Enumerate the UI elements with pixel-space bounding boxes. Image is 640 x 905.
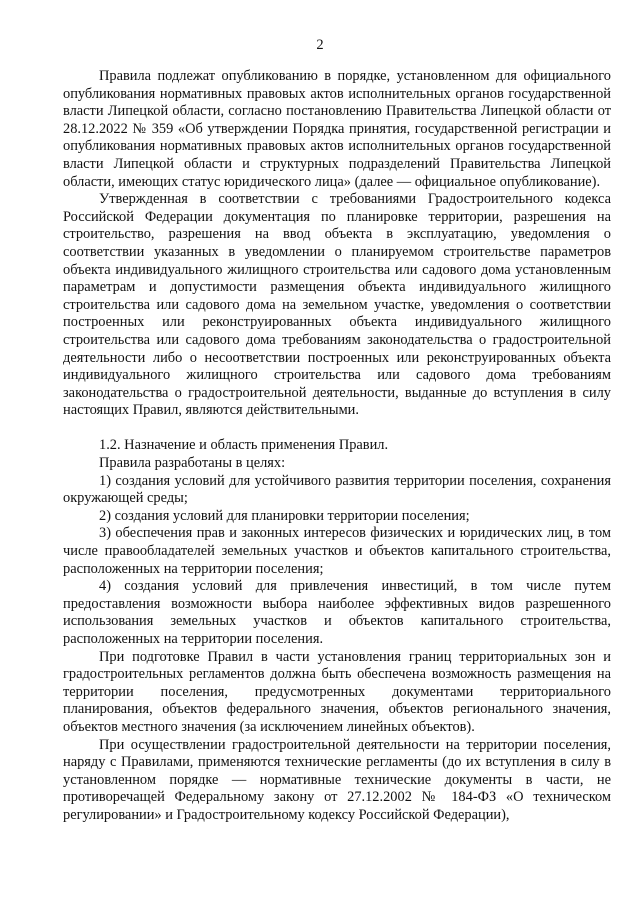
list-item-goal-3: 3) обеспечения прав и законных интересов физических и юридических лиц, в том числе правообладателей земельных участков и объектов капитального строительства, расположенных на территории поселения; [63, 525, 611, 577]
section-heading: 1.2. Назначение и область применения Правил. [99, 437, 389, 454]
paragraph-publication: Правила подлежат опубликованию в порядке, установленном для официального опубликования нормативных правовых актов исполнительных органов государственной власти Липецкой области, согласно постановлению Правительства Липецкой области от 28.12.2022 № 359 «Об утверждении Порядка принятия, государственной регистрации и опубликования нормативных правовых актов исполнительных органов государственной власти Липецкой области и структурных подразделений Правительства Липецкой области, имеющих статус юридического лица» (далее — официальное опубликование). [63, 68, 611, 190]
paragraph-validity: Утвержденная в соответствии с требованиями Градостроительного кодекса Российской Федерации документация по планировке территории, разрешения на строительство, разрешения на ввод объекта в эксплуатацию, уведомления о соответствии указанных в уведомлении о планируемом строительстве параметров объекта индивидуального жилищного строительства или садового дома установленным параметрам и допустимости размещения объекта индивидуального жилищного строительства или садового дома на земельном участке, уведомления о соответствии построенных или реконструированных объекта индивидуального жилищного строительства или садового дома требованиям законодательства о градостроительной деятельности либо о несоответствии построенных или реконструированных объекта индивидуального жилищного строительства или садового дома требованиям законодательства о градостроительной деятельности, выданные до вступления в силу настоящих Правил, являются действительными. [63, 191, 611, 419]
list-item-goal-4: 4) создания условий для привлечения инвестиций, в том числе путем предоставления возможности выбора наиболее эффективных видов разрешенного использования земельных участков и объектов капитального строительства, расположенных на территории поселения. [63, 578, 611, 647]
list-item-goal-2: 2) создания условий для планировки территории поселения; [99, 507, 470, 524]
list-item-goal-1: 1) создания условий для устойчивого развития территории поселения, сохранения окружающей среды; [63, 472, 611, 507]
paragraph-goals-intro: Правила разработаны в целях: [99, 455, 286, 472]
page-number: 2 [316, 37, 324, 53]
document-body [63, 68, 611, 825]
paragraph-regulations: При осуществлении градостроительной деятельности на территории поселения, наряду с Правилами, применяются технические регламенты (до их вступления в силу в установленном порядке — нормативные технические документы в части, не противоречащей Федеральному закону от 27.12.2002 № 184-ФЗ «О техническом регулировании» и Градостроительному кодексу Российской Федерации), [63, 736, 611, 823]
paragraph-zones: При подготовке Правил в части установления границ территориальных зон и градостроительных регламентов должна быть обеспечена возможность размещения на территории поселения, предусмотренных документами территориального планирования, объектов федерального значения, объектов регионального значения, объектов местного значения (за исключением линейных объектов). [63, 648, 611, 735]
